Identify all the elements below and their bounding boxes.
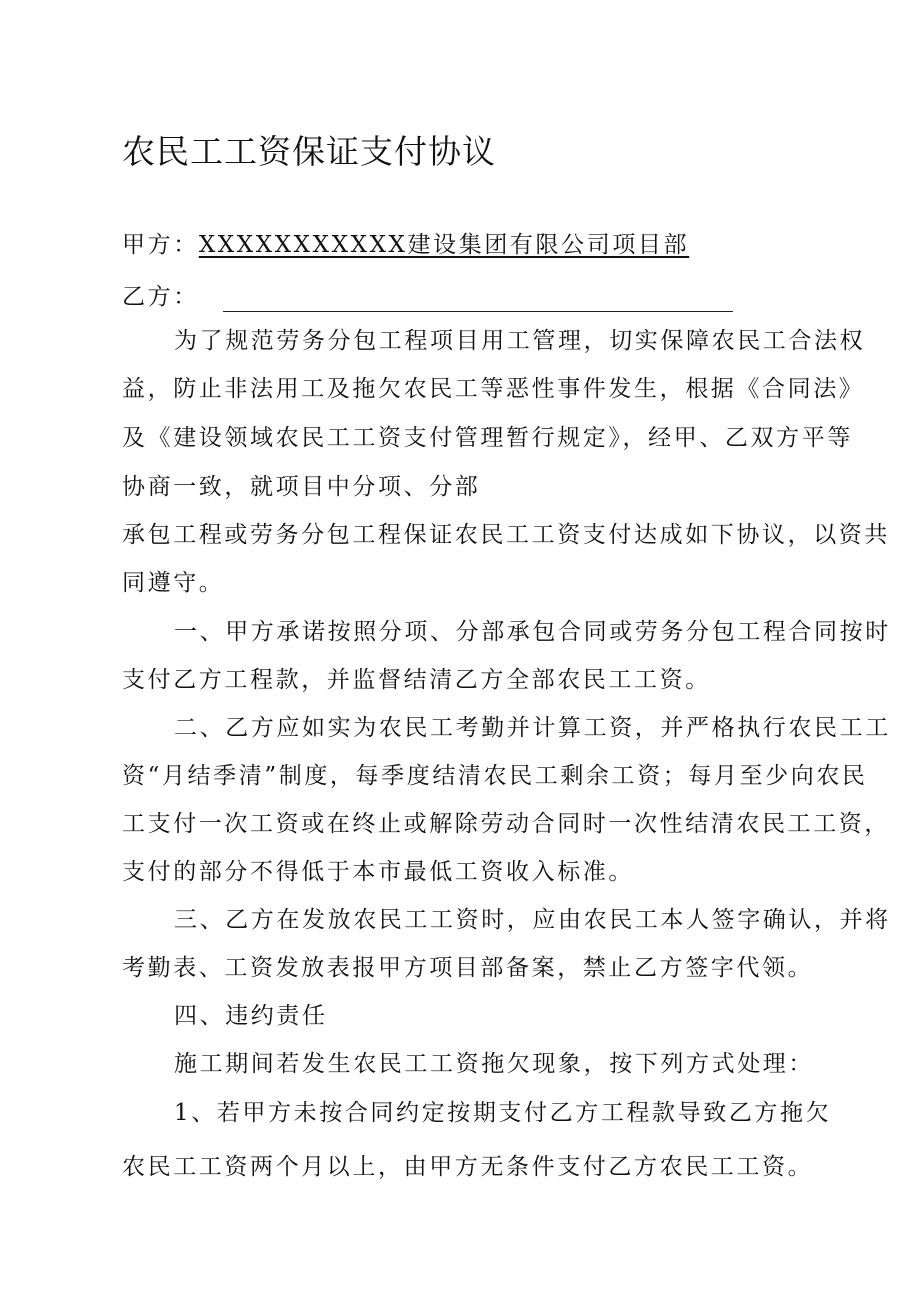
document-title: 农民工工资保证支付协议 <box>122 132 496 171</box>
clause-2-line: 工支付一次工资或在终止或解除劳动合同时一次性结清农民工工资， <box>122 811 890 837</box>
clause-4-heading: 四、违约责任 <box>174 1003 328 1029</box>
preamble-line: 及《建设领域农民工工资支付管理暂行规定》，经甲、乙双方平等 <box>122 425 853 451</box>
party-a-name: XXXXXXXXXXX建设集团有限公司项目部 <box>198 232 690 258</box>
clause-1-line: 支付乙方工程款，并监督结清乙方全部农民工工资。 <box>122 667 711 693</box>
party-b-line <box>122 282 733 312</box>
preamble-line: 为了规范劳务分包工程项目用工管理，切实保障农民工合法权 <box>174 328 866 354</box>
clause-4-intro: 施工期间若发生农民工工资拖欠现象，按下列方式处理： <box>174 1051 814 1077</box>
clause-3-line: 考勤表、工资发放表报甲方项目部备案，禁止乙方签字代领。 <box>122 955 814 981</box>
preamble-line: 益，防止非法用工及拖欠农民工等恶性事件发生，根据《合同法》 <box>122 376 865 402</box>
preamble-line: 协商一致，就项目中分项、分部 <box>122 474 481 500</box>
clause-4-item-line: 农民工工资两个月以上，由甲方无条件支付乙方农民工工资。 <box>122 1154 814 1180</box>
clause-2-line: 资“月结季清”制度，每季度结清农民工剩余工资；每月至少向农民 <box>122 763 868 789</box>
clause-1-line: 一、甲方承诺按照分项、分部承包合同或劳务分包工程合同按时 <box>174 619 891 645</box>
preamble-line: 承包工程或劳务分包工程保证农民工工资支付达成如下协议，以资共 <box>122 522 890 548</box>
clause-4-item-line: 1、若甲方未按合同约定按期支付乙方工程款导致乙方拖欠 <box>174 1100 832 1126</box>
clause-3-line: 三、乙方在发放农民工工资时，应由农民工本人签字确认，并将 <box>174 907 891 933</box>
party-a-line <box>122 230 689 260</box>
party-b-label: 乙方： <box>122 284 199 310</box>
clause-2-line: 支付的部分不得低于本市最低工资收入标准。 <box>122 859 634 885</box>
preamble-line: 同遵守。 <box>122 570 225 596</box>
party-b-blank <box>223 289 733 312</box>
party-a-label: 甲方： <box>122 232 199 258</box>
clause-2-line: 二、乙方应如实为农民工考勤并计算工资，并严格执行农民工工 <box>174 715 891 741</box>
